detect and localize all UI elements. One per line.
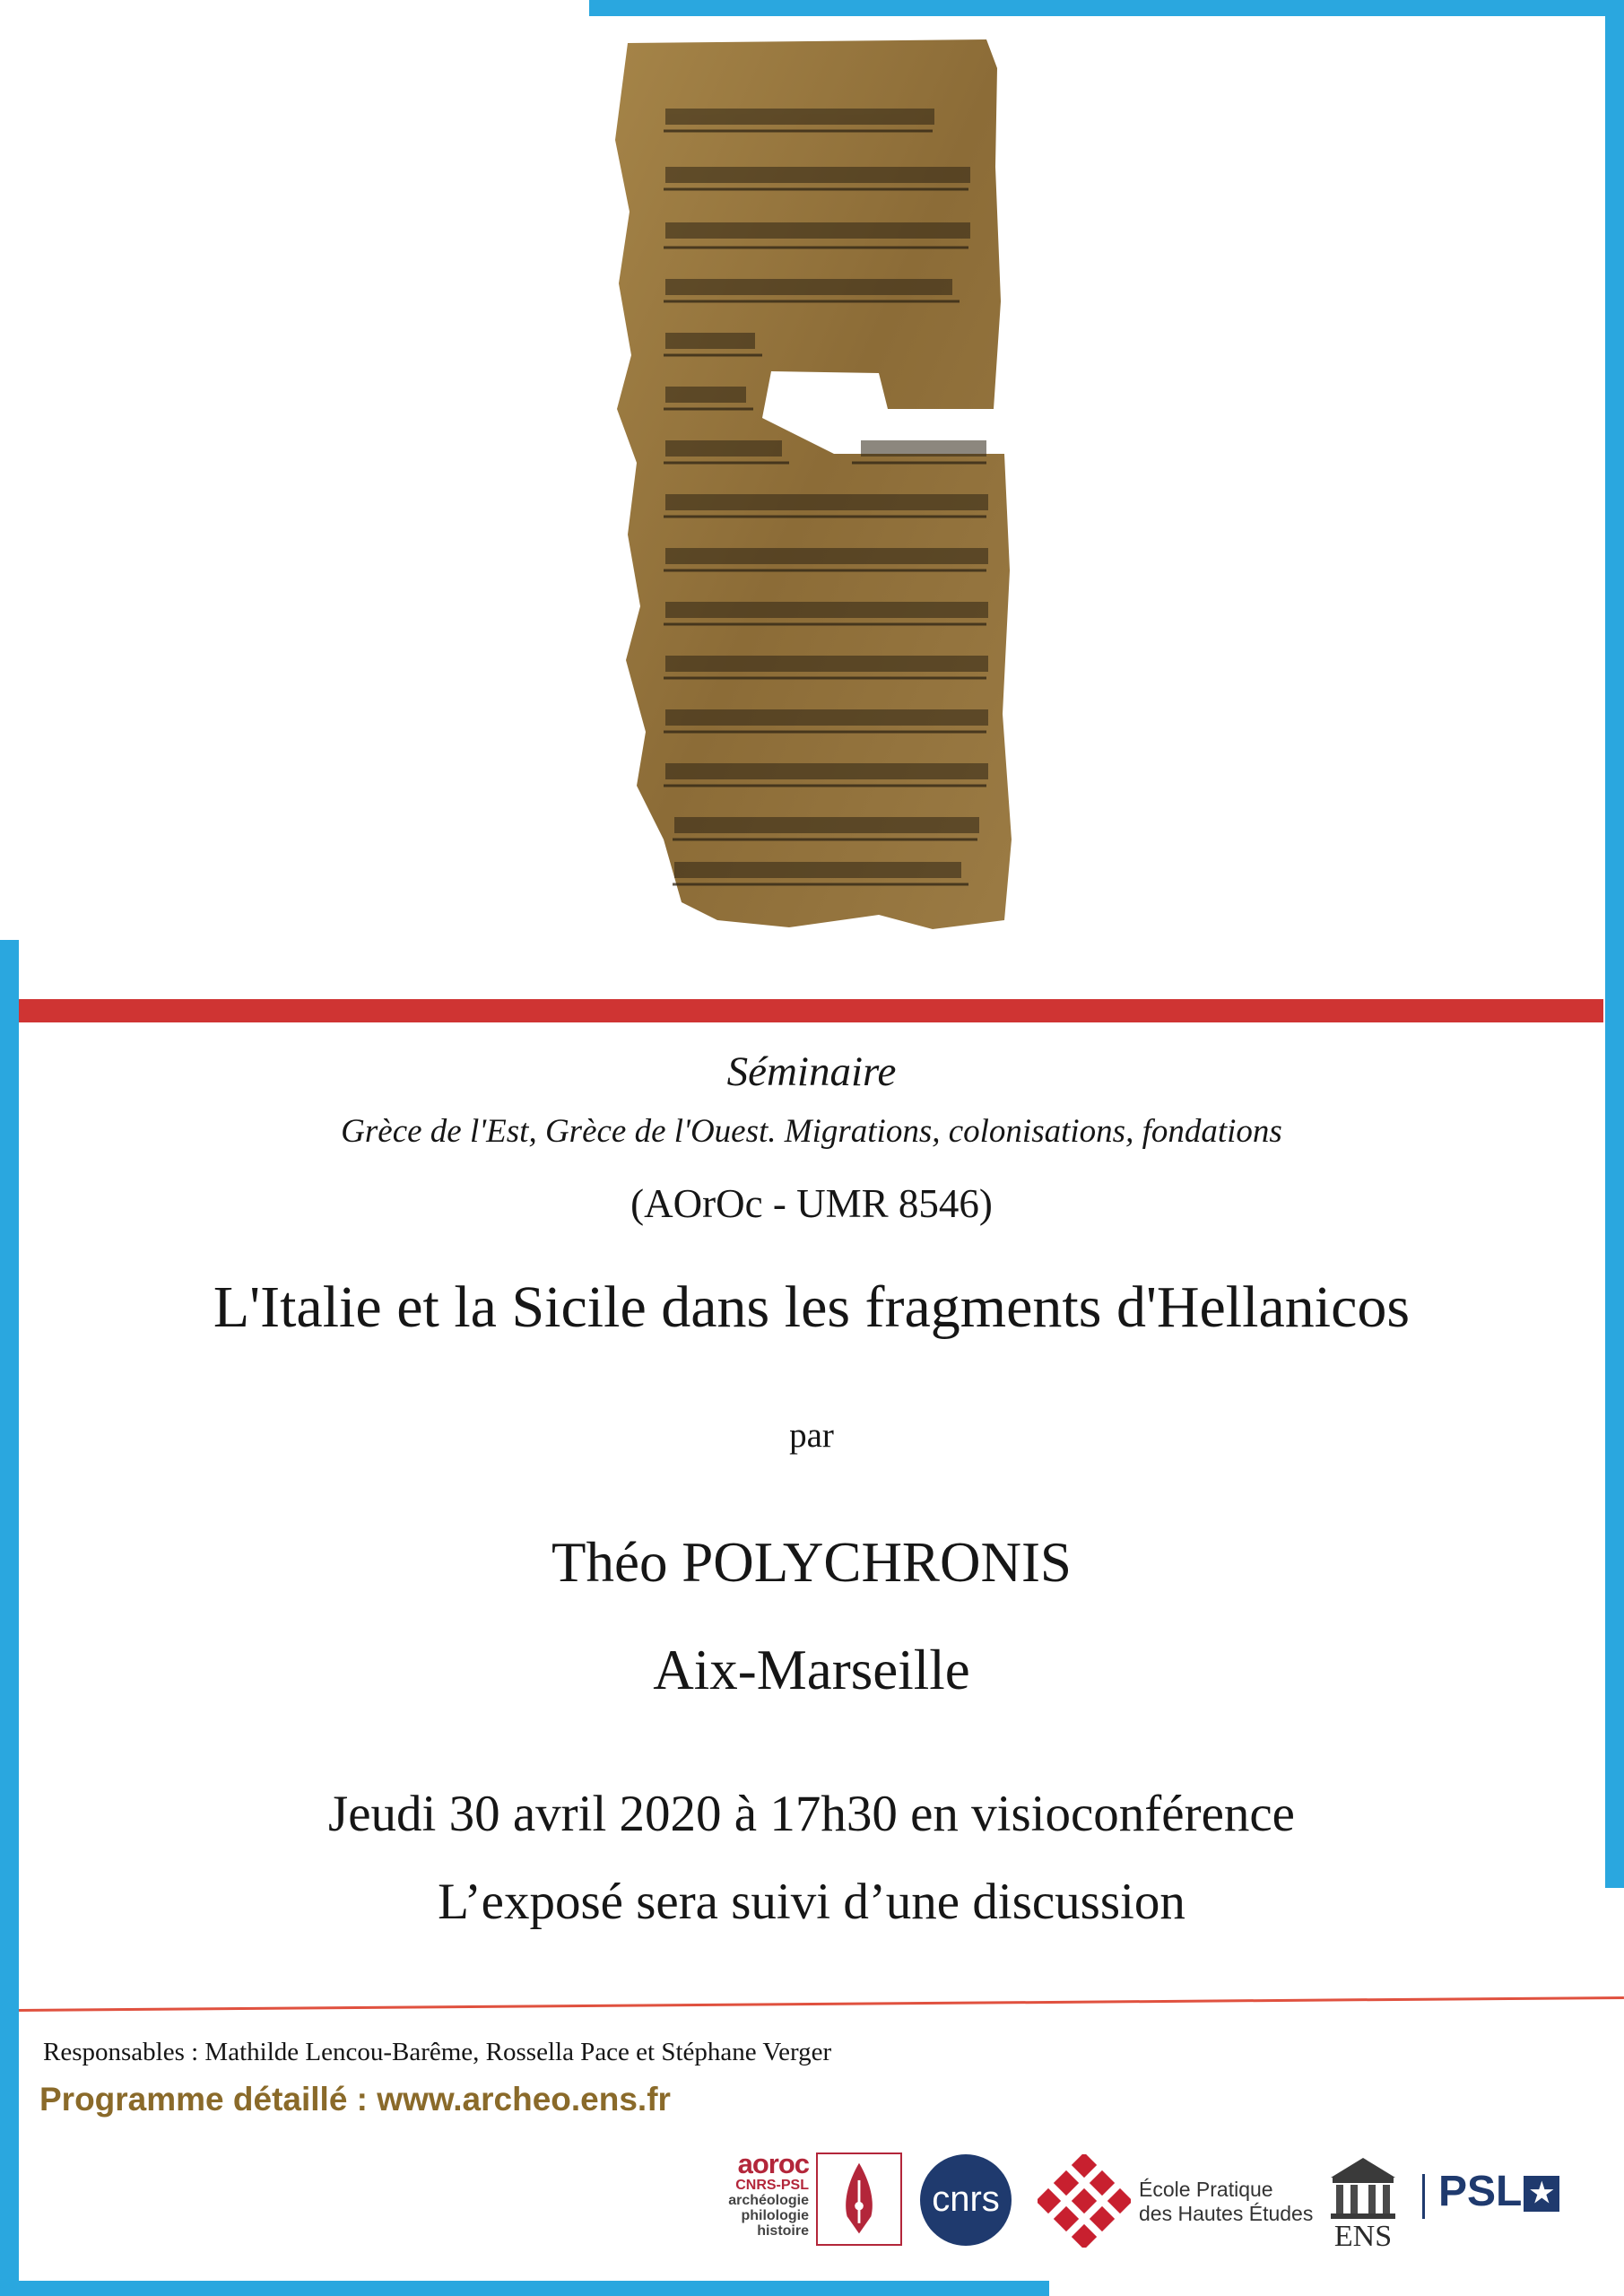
red-divider-bar	[19, 999, 1603, 1022]
bottom-blue-bar	[0, 2281, 1049, 2296]
aoroc-name: aoroc	[737, 2148, 809, 2179]
programme-line	[39, 2081, 671, 2118]
aoroc-line-4: histoire	[757, 2223, 809, 2239]
psl-wordmark: PSL	[1438, 2168, 1523, 2215]
psl-logo	[1438, 2167, 1559, 2216]
ens-wordmark: ENS	[1333, 2220, 1393, 2253]
star-icon: ★	[1524, 2176, 1559, 2212]
talk-title: L'Italie et la Sicile dans les fragments d'Hellanicos	[213, 1274, 1411, 1340]
aoroc-line-1: CNRS-PSL	[735, 2178, 809, 2193]
research-unit: (AOrOc - UMR 8546)	[630, 1181, 993, 1226]
aoroc-wordmark	[710, 2148, 809, 2239]
ephe-line-2: des Hautes Études	[1139, 2202, 1314, 2225]
right-blue-bar	[1605, 0, 1624, 1888]
programme-label: Programme détaillé :	[39, 2081, 369, 2118]
seminar-subtitle: Grèce de l'Est, Grèce de l'Ouest. Migrations, colonisations, fondations	[341, 1113, 1282, 1150]
red-divider-line	[19, 1996, 1624, 2012]
pen-nib-icon	[816, 2152, 902, 2246]
speaker-affiliation: Aix-Marseille	[653, 1639, 970, 1701]
seminar-label: Séminaire	[726, 1048, 897, 1095]
ephe-line-1: École Pratique	[1139, 2178, 1273, 2201]
discussion-note: L’exposé sera suivi d’une discussion	[438, 1874, 1185, 1930]
ephe-wordmark	[1139, 2178, 1313, 2226]
talk-datetime: Jeudi 30 avril 2020 à 17h30 en visioconférence	[328, 1786, 1295, 1842]
programme-link[interactable]: www.archeo.ens.fr	[377, 2081, 671, 2118]
top-blue-bar	[589, 0, 1624, 16]
left-blue-bar	[0, 940, 19, 2296]
ephe-diamond-icon	[1038, 2154, 1131, 2248]
aoroc-line-3: philologie	[741, 2208, 809, 2223]
papyrus-fragment-image	[610, 32, 1013, 938]
speaker-name: Théo POLYCHRONIS	[551, 1531, 1072, 1594]
aoroc-logo	[710, 2148, 908, 2248]
by-label: par	[789, 1416, 834, 1455]
cnrs-logo: cnrs	[920, 2154, 1012, 2246]
organizers: Responsables : Mathilde Lencou-Barême, Rossella Pace et Stéphane Verger	[43, 2038, 832, 2066]
aoroc-line-2: archéologie	[728, 2193, 809, 2208]
psl-separator	[1422, 2174, 1425, 2219]
